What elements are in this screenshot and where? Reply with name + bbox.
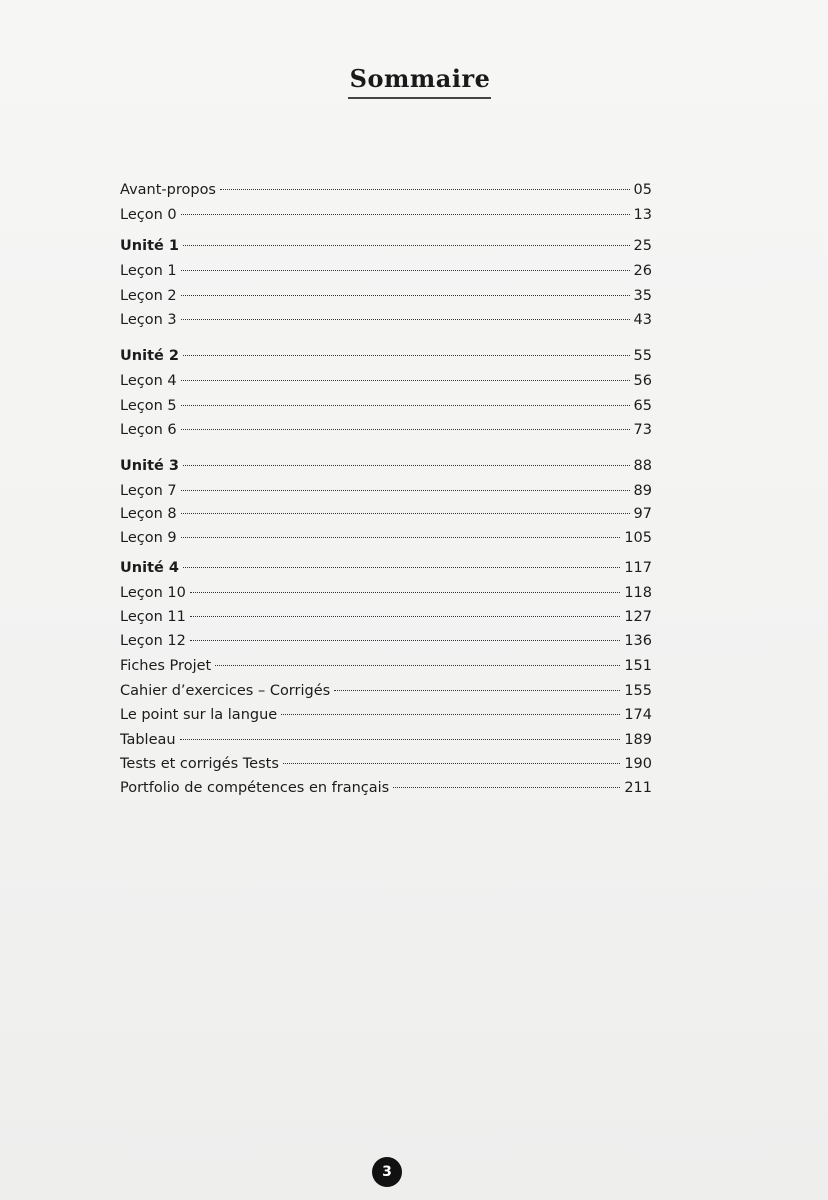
toc-entry — [120, 309, 652, 331]
toc-entry-label: Leçon 9 — [120, 530, 177, 546]
toc-entry — [120, 630, 652, 652]
toc-entry-page: 117 — [624, 560, 652, 576]
toc-entry — [120, 680, 652, 702]
toc-entry-page: 43 — [633, 312, 652, 328]
toc-entry-page: 73 — [633, 422, 652, 438]
toc-entry-page: 155 — [624, 683, 652, 699]
toc-entry-label: Leçon 5 — [120, 398, 177, 414]
toc-entry-label: Portfolio de compétences en français — [120, 780, 390, 796]
toc-entry — [120, 704, 652, 726]
toc-entry — [120, 527, 652, 549]
toc-dot-leader — [181, 405, 630, 406]
toc-entry-label: Leçon 2 — [120, 288, 177, 304]
toc-entry-page: 25 — [633, 238, 652, 254]
toc-entry — [120, 235, 652, 257]
toc-dot-leader — [281, 714, 620, 715]
toc-entry-label: Leçon 0 — [120, 207, 177, 223]
toc-entry-label: Unité 2 — [120, 348, 179, 364]
toc-entry — [120, 777, 652, 799]
toc-entry — [120, 729, 652, 751]
toc-dot-leader — [181, 429, 630, 430]
toc-entry-page: 211 — [624, 780, 652, 796]
toc-entry — [120, 179, 652, 201]
toc-dot-leader — [334, 690, 620, 691]
toc-entry-label: Le point sur la langue — [120, 707, 278, 723]
page-number-badge: 3 — [372, 1157, 402, 1187]
toc-dot-leader — [190, 640, 620, 641]
page-title: Sommaire — [349, 64, 491, 93]
toc-entry — [120, 345, 652, 367]
toc-entry — [120, 606, 652, 628]
toc-dot-leader — [181, 270, 630, 271]
toc-entry-page: 151 — [624, 658, 652, 674]
toc-entry-label: Cahier d’exercices – Corrigés — [120, 683, 331, 699]
toc-dot-leader — [183, 245, 630, 246]
toc-entry-page: 65 — [633, 398, 652, 414]
toc-entry-page: 97 — [633, 506, 652, 522]
toc-entry-label: Tests et corrigés Tests — [120, 756, 279, 772]
toc-entry — [120, 753, 652, 775]
toc-entry — [120, 503, 652, 525]
toc-entry-page: 174 — [624, 707, 652, 723]
toc-entry-label: Fiches Projet — [120, 658, 212, 674]
toc-dot-leader — [190, 616, 620, 617]
toc-entry — [120, 582, 652, 604]
toc-dot-leader — [181, 513, 630, 514]
toc-entry-page: 89 — [633, 483, 652, 499]
toc-dot-leader — [181, 380, 630, 381]
toc-entry-label: Leçon 6 — [120, 422, 177, 438]
toc-entry-label: Avant-propos — [120, 182, 216, 198]
toc-entry — [120, 395, 652, 417]
toc-entry-page: 190 — [624, 756, 652, 772]
toc-entry-page: 55 — [633, 348, 652, 364]
toc-entry-page: 105 — [624, 530, 652, 546]
toc-dot-leader — [181, 490, 630, 491]
title-underline — [348, 97, 491, 99]
toc-entry-page: 13 — [633, 207, 652, 223]
toc-dot-leader — [215, 665, 620, 666]
toc-entry-page: 35 — [633, 288, 652, 304]
toc-dot-leader — [283, 763, 620, 764]
toc-entry-page: 127 — [624, 609, 652, 625]
toc-entry — [120, 370, 652, 392]
toc-entry-label: Leçon 8 — [120, 506, 177, 522]
toc-entry-label: Leçon 11 — [120, 609, 186, 625]
toc-entry-page: 88 — [633, 458, 652, 474]
toc-entry — [120, 655, 652, 677]
toc-entry-page: 26 — [633, 263, 652, 279]
toc-entry — [120, 204, 652, 226]
toc-entry — [120, 557, 652, 579]
toc-entry-label: Leçon 7 — [120, 483, 177, 499]
toc-dot-leader — [393, 787, 620, 788]
toc-entry-label: Leçon 4 — [120, 373, 177, 389]
toc-entry — [120, 455, 652, 477]
toc-entry-page: 136 — [624, 633, 652, 649]
toc-dot-leader — [181, 214, 630, 215]
toc-entry-label: Tableau — [120, 732, 176, 748]
toc-entry-page: 118 — [624, 585, 652, 601]
toc-entry-label: Unité 4 — [120, 560, 179, 576]
toc-entry-label: Leçon 1 — [120, 263, 177, 279]
toc-dot-leader — [181, 537, 621, 538]
toc-entry-label: Leçon 10 — [120, 585, 186, 601]
toc-entry — [120, 419, 652, 441]
toc-entry-label: Leçon 12 — [120, 633, 186, 649]
toc-dot-leader — [183, 355, 630, 356]
toc-entry-label: Unité 3 — [120, 458, 179, 474]
toc-entry-label: Unité 1 — [120, 238, 179, 254]
toc-entry-label: Leçon 3 — [120, 312, 177, 328]
toc-entry-page: 05 — [633, 182, 652, 198]
toc-dot-leader — [181, 295, 630, 296]
toc-dot-leader — [183, 465, 630, 466]
toc-entry — [120, 480, 652, 502]
toc-dot-leader — [190, 592, 620, 593]
toc-entry-page: 189 — [624, 732, 652, 748]
toc-entry — [120, 285, 652, 307]
toc-entry — [120, 260, 652, 282]
toc-dot-leader — [183, 567, 620, 568]
toc-entry-page: 56 — [633, 373, 652, 389]
toc-dot-leader — [181, 319, 630, 320]
toc-dot-leader — [180, 739, 621, 740]
toc-dot-leader — [220, 189, 630, 190]
